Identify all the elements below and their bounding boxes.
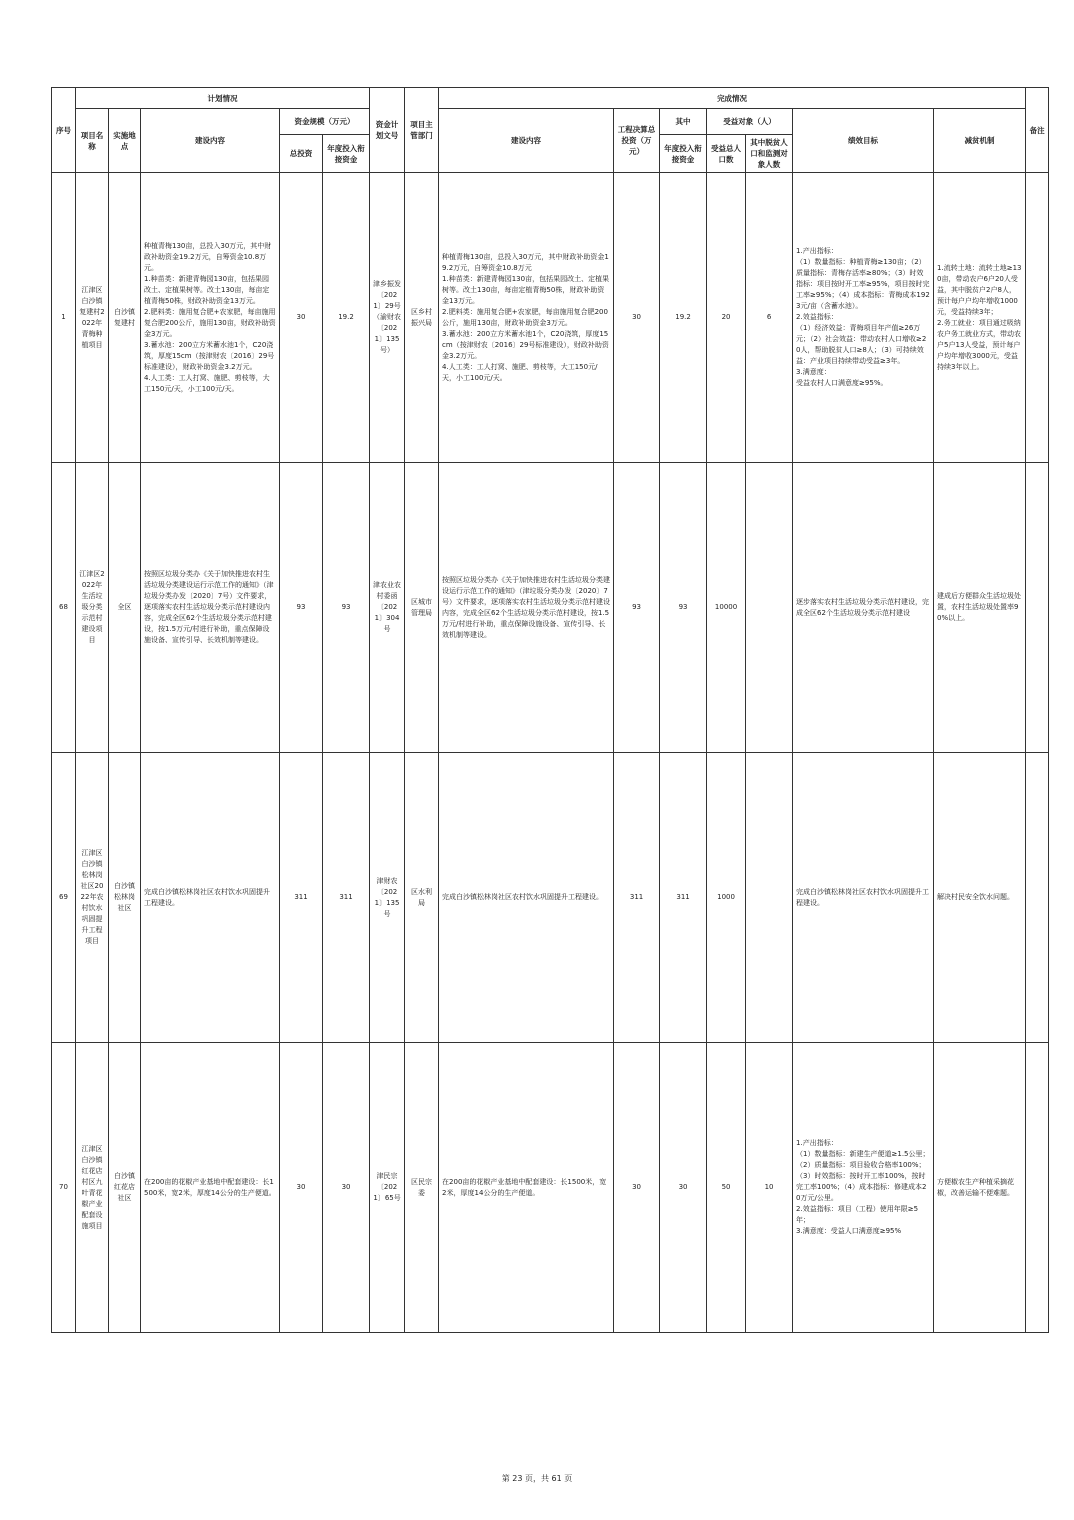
row-total-invest: 30 xyxy=(280,1043,323,1333)
row-seq: 68 xyxy=(52,463,76,753)
header-total-invest: 总投资 xyxy=(280,135,323,173)
row-total-invest: 311 xyxy=(280,753,323,1043)
header-beneficiary-poor: 其中脱贫人口和监测对象人数 xyxy=(746,135,793,173)
row-mechanism: 建成后方便群众生活垃圾处置，农村生活垃圾处置率90%以上。 xyxy=(934,463,1026,753)
row-final-invest: 30 xyxy=(614,173,660,463)
row-annual-invest: 19.2 xyxy=(323,173,370,463)
row-final-invest: 311 xyxy=(614,753,660,1043)
row-total-invest: 93 xyxy=(280,463,323,753)
header-performance: 绩效目标 xyxy=(793,109,934,173)
row-done-annual: 30 xyxy=(660,1043,707,1333)
row-beneficiary-total: 1000 xyxy=(707,753,746,1043)
row-remark xyxy=(1026,753,1049,1043)
header-fund-scale: 资金规模（万元） xyxy=(280,109,370,135)
header-done-annual: 年度投入衔接资金 xyxy=(660,135,707,173)
row-content: 完成白沙镇松林岗社区农村饮水巩固提升工程建设。 xyxy=(141,753,280,1043)
row-plan-doc: 津农业农村委函〔2021〕304号 xyxy=(370,463,405,753)
header-annual-invest: 年度投入衔接资金 xyxy=(323,135,370,173)
row-seq: 69 xyxy=(52,753,76,1043)
row-performance: 1.产出指标： （1）数量指标：种植青梅≥130亩；（2）质量指标：青梅存活率≥80%；（3）时效指标：项目按时开工率≥95%，项目按时完工率≥95%；（4）成本指标：青梅成本1923元/亩（含蓄水池）。 2.效益指标： （1）经济效益：青梅项目年产值≥26万元；（2）社会效益：带动农村人口增收≥20人，帮助脱贫人口≥8人；（3）可持续效益：产业项目持续带动受益≥3年。 3.满意度： 受益农村人口满意度≥95%。 xyxy=(793,173,934,463)
header-project-name: 项目名称 xyxy=(76,109,109,173)
row-done-content: 完成白沙镇松林岗社区农村饮水巩固提升工程建设。 xyxy=(439,753,614,1043)
table-row xyxy=(52,1043,1049,1333)
header-beneficiary-total: 受益总人口数 xyxy=(707,135,746,173)
row-mechanism: 1.流转土地：流转土地≥130亩，带动农户6户20人受益，其中脱贫户2户8人，预计每户户均年增收1000元，受益持续3年； 2.务工就业：项目通过吸纳农户务工就业方式，带动农户5户13人受益，预计每户户均年增收3000元，受益持续3年以上。 xyxy=(934,173,1026,463)
page-footer: 第 23 页，共 61 页 xyxy=(501,1474,573,1483)
row-beneficiary-total: 20 xyxy=(707,173,746,463)
row-beneficiary-poor: 6 xyxy=(746,173,793,463)
header-done-content: 建设内容 xyxy=(439,109,614,173)
row-project-name: 江津区白沙镇复建村2022年青梅种植项目 xyxy=(76,173,109,463)
row-done-annual: 311 xyxy=(660,753,707,1043)
header-final-invest: 工程决算总投资（万元） xyxy=(614,109,660,173)
row-beneficiary-poor: 10 xyxy=(746,1043,793,1333)
row-dept: 区城市管理局 xyxy=(405,463,439,753)
header-seq: 序号 xyxy=(52,88,76,173)
row-performance: 1.产出指标： （1）数量指标：新建生产便道≥1.5公里；（2）质量指标：项目验收合格率100%；（3）时效指标：按时开工率100%，按时完工率100%；（4）成本指标：修建成本20万元/公里。 2.效益指标：项目（工程）使用年限≥5年； 3.满意度：受益人口满意度≥95% xyxy=(793,1043,934,1333)
header-plan-doc: 资金计划文号 xyxy=(370,88,405,173)
row-beneficiary-poor xyxy=(746,463,793,753)
row-location: 白沙镇松林岗社区 xyxy=(109,753,141,1043)
row-project-name: 江津区白沙镇松林岗社区2022年农村饮水巩固提升工程项目 xyxy=(76,753,109,1043)
table-row xyxy=(52,753,1049,1043)
project-table xyxy=(51,87,1049,1333)
row-content: 按照区垃圾分类办《关于加快推进农村生活垃圾分类建设运行示范工作的通知》（津垃圾分类办发〔2020〕7号）文件要求，逐项落实农村生活垃圾分类示范村建设内容，完成全区62个生活垃圾分类示范村建设，按1.5万元/村进行补助，重点保障设施设备、宣传引导、长效机制等建设。 xyxy=(141,463,280,753)
table-row xyxy=(52,463,1049,753)
header-location: 实施地点 xyxy=(109,109,141,173)
header-beneficiary: 受益对象（人） xyxy=(707,109,793,135)
row-plan-doc: 津乡振发〔2021〕29号（渝财农〔2021〕135号） xyxy=(370,173,405,463)
header-mechanism: 减贫机制 xyxy=(934,109,1026,173)
row-plan-doc: 津民宗〔2021〕65号 xyxy=(370,1043,405,1333)
row-done-content: 按照区垃圾分类办《关于加快推进农村生活垃圾分类建设运行示范工作的通知》（津垃圾分类办发〔2020〕7号）文件要求，逐项落实农村生活垃圾分类示范村建设内容，完成全区62个生活垃圾分类示范村建设，按1.5万元/村进行补助，重点保障设施设备、宣传引导、长效机制等建设。 xyxy=(439,463,614,753)
row-location: 全区 xyxy=(109,463,141,753)
row-remark xyxy=(1026,463,1049,753)
row-done-content: 种植青梅130亩，总投入30万元，其中财政补助资金19.2万元，自筹资金10.8万元 1.种苗类：新建青梅园130亩，包括果园改土、定植果树等。改土130亩，每亩定植青梅50株，财政补助资金13万元。 2.肥料类：施用复合肥+农家肥，每亩施用复合肥200公斤，施用130亩，财政补助资金3万元。 3.蓄水池：200立方米蓄水池1个，C20浇筑，厚度15cm（按津财农〔2016〕29号标准建设），财政补助资金3.2万元。 4.人工类：工人打窝、施肥、剪枝等，大工150元/天，小工100元/天。 xyxy=(439,173,614,463)
row-content: 种植青梅130亩，总投入30万元，其中财政补助资金19.2万元，自筹资金10.8万元。 1.种苗类：新建青梅园130亩，包括果园改土、定植果树等。改土130亩，每亩定植青梅50株，财政补助资金13万元。 2.肥料类：施用复合肥+农家肥，每亩施用复合肥200公斤，施用130亩，财政补助资金3万元。 3.蓄水池：200立方米蓄水池1个，C20浇筑，厚度15cm（按津财农〔2016〕29号标准建设），财政补助资金3.2万元。 4.人工类：工人打窝、施肥、剪枝等，大工150元/天，小工100元/天。 xyxy=(141,173,280,463)
row-content: 在200亩的花椒产业基地中配套建设：长1500米，宽2米，厚度14公分的生产便道。 xyxy=(141,1043,280,1333)
row-final-invest: 93 xyxy=(614,463,660,753)
row-dept: 区水利局 xyxy=(405,753,439,1043)
row-project-name: 江津区2022年生活垃圾分类示范村建设项目 xyxy=(76,463,109,753)
row-location: 白沙镇复建村 xyxy=(109,173,141,463)
row-location: 白沙镇红花店社区 xyxy=(109,1043,141,1333)
row-project-name: 江津区白沙镇红花店村区九叶青花椒产业配套设施项目 xyxy=(76,1043,109,1333)
row-dept: 区乡村振兴局 xyxy=(405,173,439,463)
row-seq: 1 xyxy=(52,173,76,463)
header-plan-group: 计划情况 xyxy=(76,88,370,109)
row-annual-invest: 311 xyxy=(323,753,370,1043)
row-plan-doc: 津财农〔2021〕135号 xyxy=(370,753,405,1043)
table-row xyxy=(52,173,1049,463)
row-beneficiary-poor xyxy=(746,753,793,1043)
header-of-which: 其中 xyxy=(660,109,707,135)
row-annual-invest: 30 xyxy=(323,1043,370,1333)
row-beneficiary-total: 50 xyxy=(707,1043,746,1333)
header-complete-group: 完成情况 xyxy=(439,88,1026,109)
row-total-invest: 30 xyxy=(280,173,323,463)
header-remark: 备注 xyxy=(1026,88,1049,173)
header-dept: 项目主管部门 xyxy=(405,88,439,173)
row-mechanism: 解决村民安全饮水问题。 xyxy=(934,753,1026,1043)
row-mechanism: 方便椒农生产种植采摘花椒，改善运输不便难题。 xyxy=(934,1043,1026,1333)
row-done-annual: 19.2 xyxy=(660,173,707,463)
row-performance: 完成白沙镇松林岗社区农村饮水巩固提升工程建设。 xyxy=(793,753,934,1043)
row-beneficiary-total: 10000 xyxy=(707,463,746,753)
row-final-invest: 30 xyxy=(614,1043,660,1333)
header-content: 建设内容 xyxy=(141,109,280,173)
row-done-annual: 93 xyxy=(660,463,707,753)
row-annual-invest: 93 xyxy=(323,463,370,753)
row-dept: 区民宗委 xyxy=(405,1043,439,1333)
row-performance: 逐步落实农村生活垃圾分类示范村建设，完成全区62个生活垃圾分类示范村建设 xyxy=(793,463,934,753)
row-seq: 70 xyxy=(52,1043,76,1333)
row-remark xyxy=(1026,173,1049,463)
row-remark xyxy=(1026,1043,1049,1333)
row-done-content: 在200亩的花椒产业基地中配套建设：长1500米，宽2米，厚度14公分的生产便道。 xyxy=(439,1043,614,1333)
